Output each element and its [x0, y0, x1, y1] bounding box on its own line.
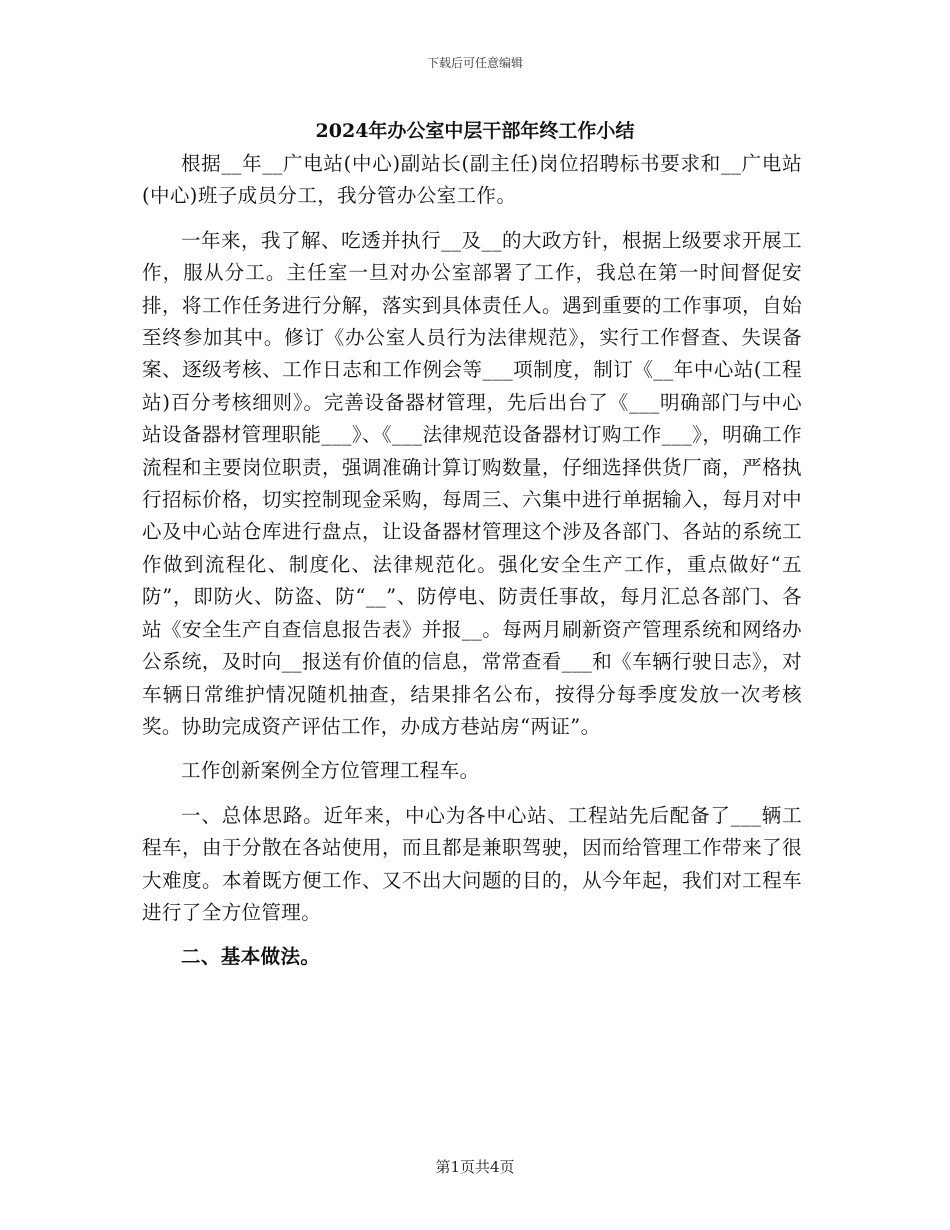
section-heading: 二、基本做法。: [181, 945, 321, 969]
paragraph-4: 一、总体思路。近年来，中心为各中心站、工程站先后配备了___辆工程车，由于分散在各站使用，而且都是兼职驾驶，因而给管理工作带来了很大难度。本着既方便工作、又不出大问题的目的，从今年起，我们对工程车进行了全方位管理。: [142, 803, 802, 924]
page-footer: 第1页共4页: [435, 1158, 515, 1176]
document-body: [142, 148, 802, 986]
paragraph-1: 根据__年__广电站(中心)副站长(副主任)岗位招聘标书要求和__广电站(中心)班子成员分工，我分管办公室工作。: [142, 152, 802, 208]
paragraph-2: 一年来，我了解、吃透并执行__及__的大政方针，根据上级要求开展工作，服从分工。主任室一旦对办公室部署了工作，我总在第一时间督促安排，将工作任务进行分解，落实到具体责任人。遇到重要的工作事项，自始至终参加其中。修订《办公室人员行为法律规范》，实行工作督查、失误备案、逐级考核、工作日志和工作例会等___项制度，制订《__年中心站(工程站)百分考核细则》。完善设备器材管理，先后出台了《___明确部门与中心站设备器材管理职能___》、《___法律规范设备器材订购工作___》，明确工作流程和主要岗位职责，强调准确计算订购数量，仔细选择供货厂商，严格执行招标价格，切实控制现金采购，每周三、六集中进行单据输入，每月对中心及中心站仓库进行盘点，让设备器材管理这个涉及各部门、各站的系统工作做到流程化、制度化、法律规范化。强化安全生产工作，重点做好“五防”，即防火、防盗、防“__”、防停电、防责任事故，每月汇总各部门、各站《安全生产自查信息报告表》并报__。每两月刷新资产管理系统和网络办公系统，及时向__报送有价值的信息，常常查看___和《车辆行驶日志》，对车辆日常维护情况随机抽查，结果排名公布，按得分每季度发放一次考核奖。协助完成资产评估工作，办成方巷站房“两证”。: [142, 228, 802, 738]
page-header: 下载后可任意编辑: [426, 56, 523, 70]
paragraph-3: 工作创新案例全方位管理工程车。: [181, 759, 480, 783]
document-title: 2024年办公室中层干部年终工作小结: [315, 120, 635, 142]
